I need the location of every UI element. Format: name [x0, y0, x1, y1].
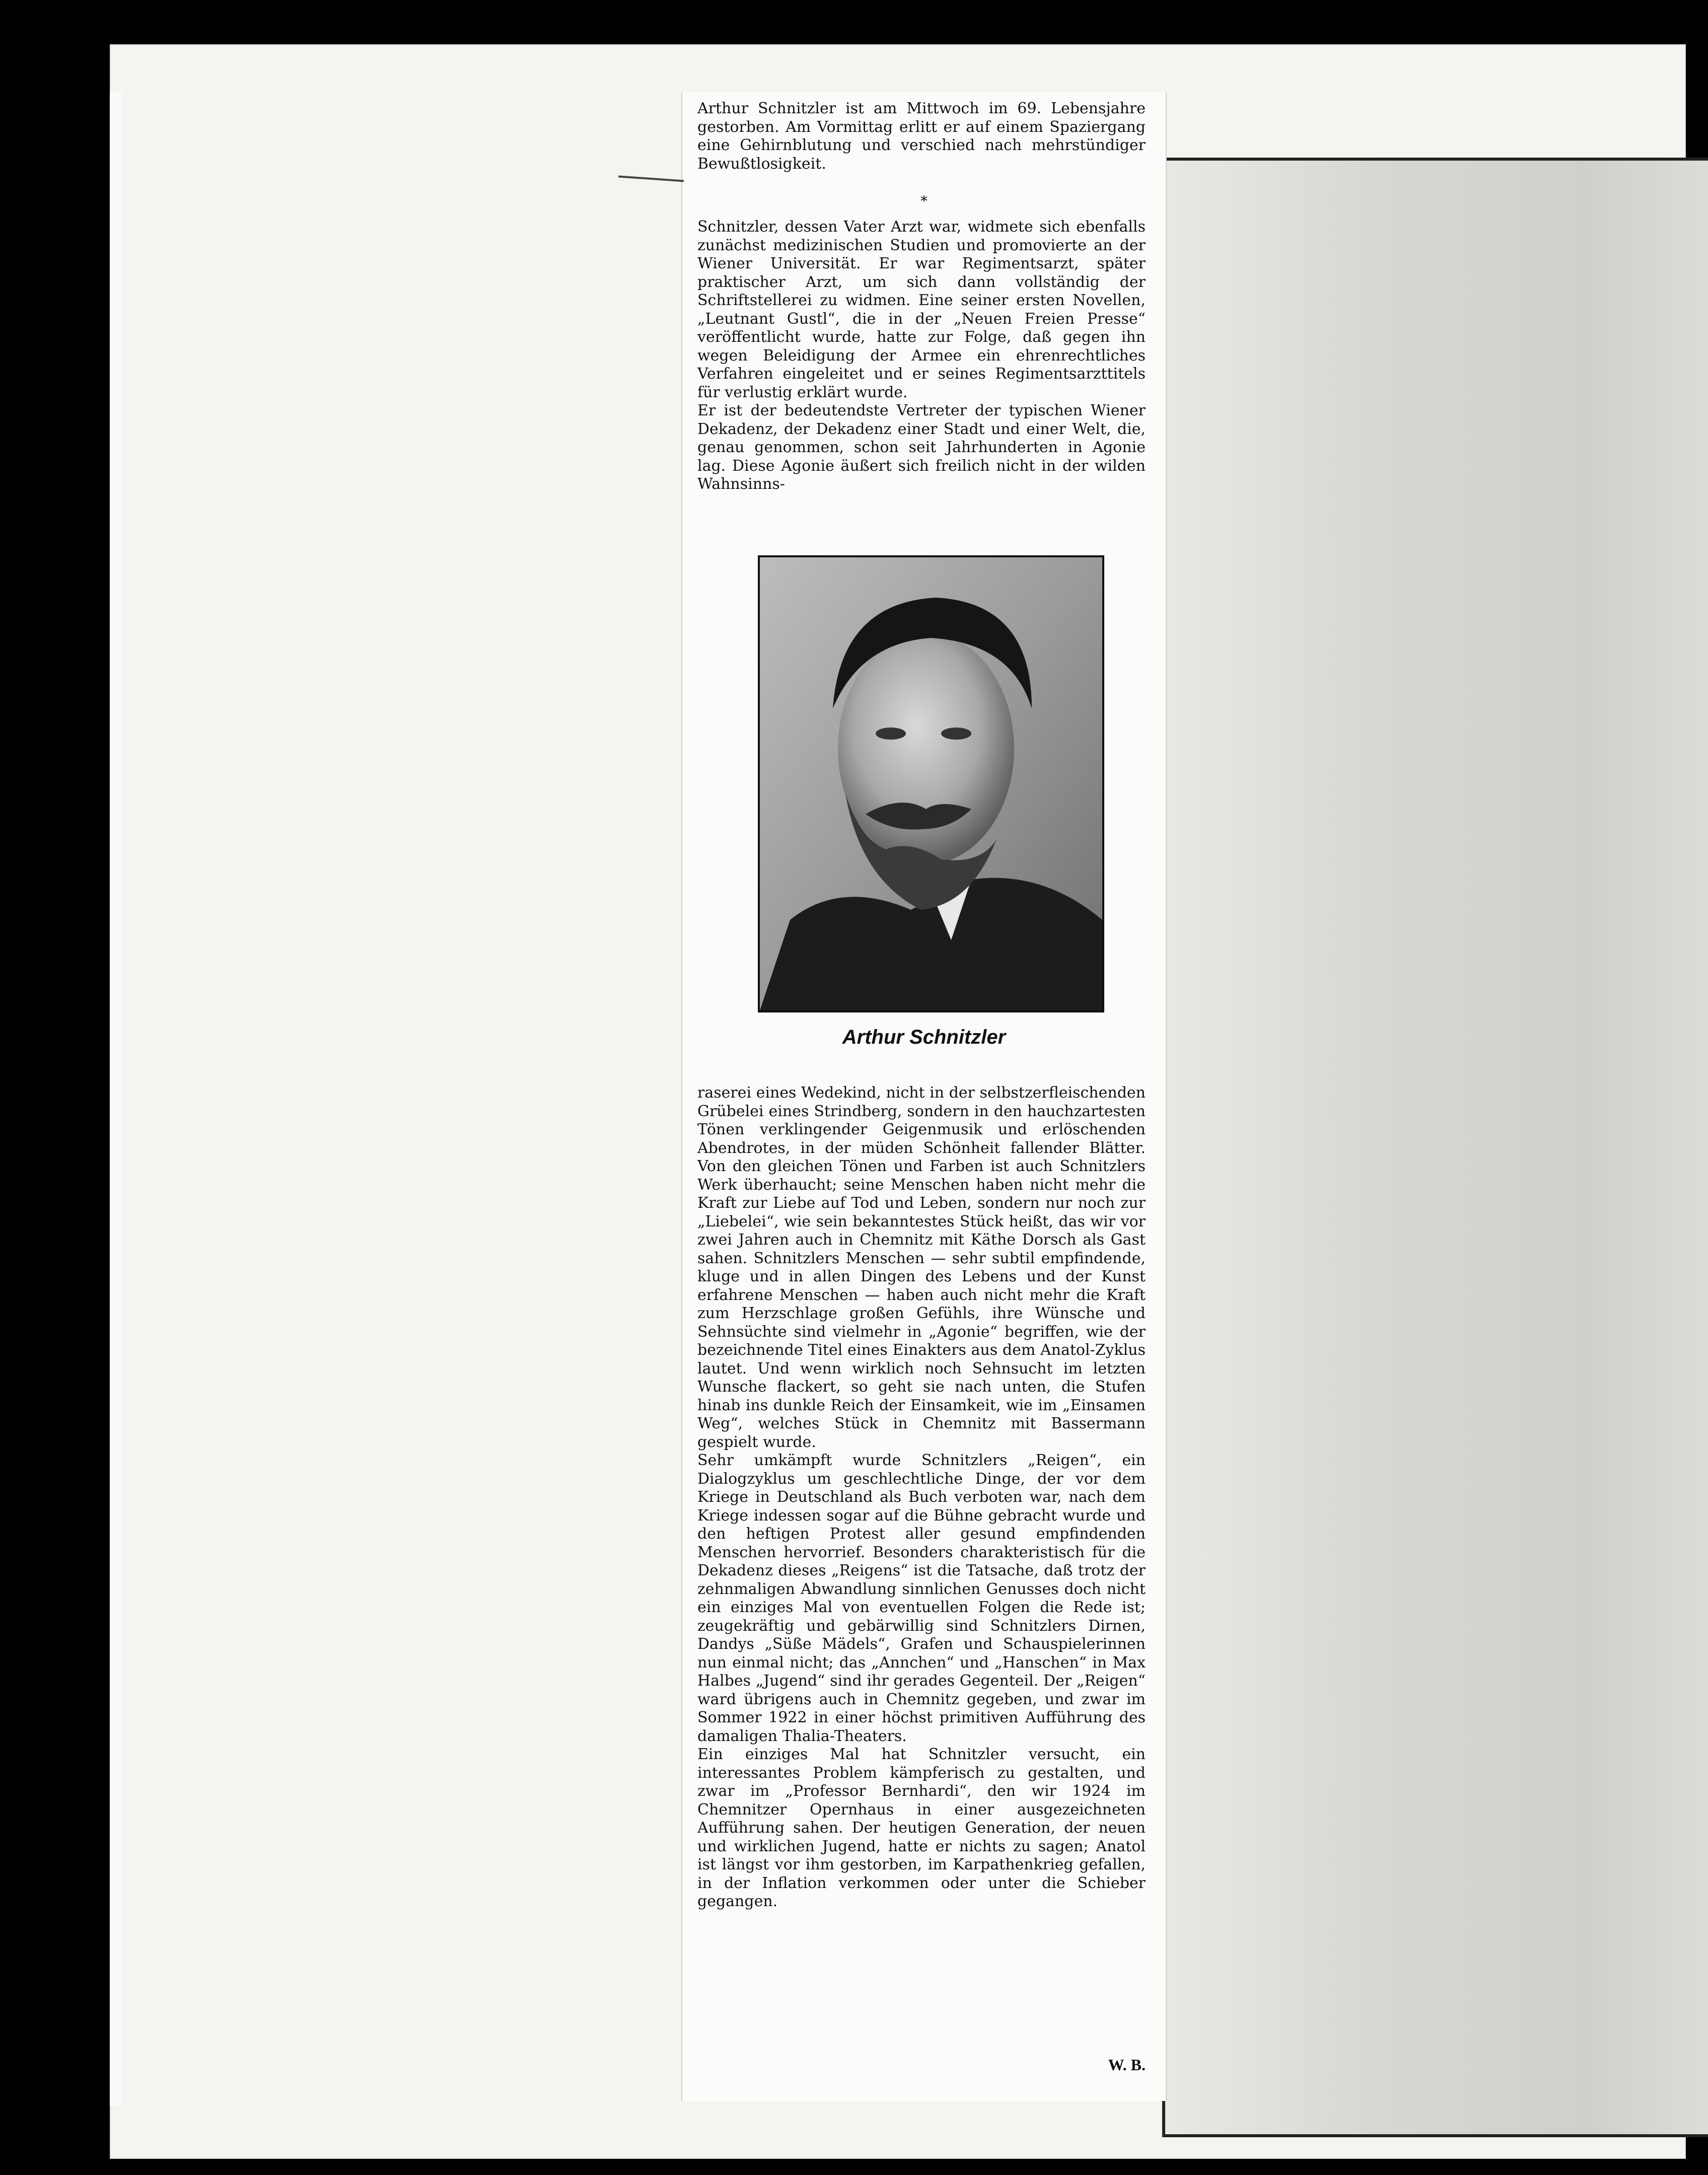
page-edge-strip [110, 92, 122, 2106]
section-separator: * [920, 193, 928, 209]
article-paragraph-1: Schnitzler, dessen Vater Arzt war, widmete sich ebenfalls zunächst medizinischen Studien und promovierte an der Wiener Universität. Er war Regimentsarzt, später praktischer Arzt, um sich dann vollständig der Schriftstellerei zu widmen. Eine seiner ersten Novellen, „Leutnant Gustl“, die in der „Neuen Freien Presse“ veröffentlicht wurde, hatte zur Folge, daß gegen ihn wegen Beleidigung der Armee ein ehrenrechtliches Verfahren eingeleitet und er seines Regimentsarzttitels für verlustig erklärt wurde. Er ist der bedeutendste Vertreter der typischen Wiener Dekadenz, der Dekadenz einer Stadt und einer Welt, die, genau genommen, schon seit Jahrhunderten in Agonie lag. Diese Agonie äußert sich freilich nicht in der wilden Wahnsinns- [697, 218, 1146, 493]
photo-caption: Arthur Schnitzler [842, 1026, 1006, 1048]
author-signature: W. B. [1108, 2056, 1146, 2074]
pen-mark [618, 175, 684, 182]
scan-page [110, 44, 1686, 2159]
newspaper-clipping [681, 92, 1167, 2101]
article-intro: Arthur Schnitzler ist am Mittwoch im 69. Lebensjahre gestorben. Am Vormittag erlitt er auf einem Spaziergang eine Gehirnblutung und verschied nach mehrstündiger Bewußtlosigkeit. [697, 100, 1146, 173]
portrait-photo [758, 555, 1104, 1012]
article-paragraph-2: raserei eines Wedekind, nicht in der selbstzerfleischenden Grübelei eines Strindberg, sondern in den hauchzartesten Tönen verklingender Geigenmusik und erlöschenden Abendrotes, in der müden Schönheit fallender Blätter. Von den gleichen Tönen und Farben ist auch Schnitzlers Werk überhaucht; seine Menschen haben nicht mehr die Kraft zur Liebe auf Tod und Leben, sondern nur noch zur „Liebelei“, wie sein bekanntestes Stück heißt, das wir vor zwei Jahren auch in Chemnitz mit Käthe Dorsch als Gast sahen. Schnitzlers Menschen — sehr subtil empfindende, kluge und in allen Dingen des Lebens und der Kunst erfahrene Menschen — haben auch nicht mehr die Kraft zum Herzschlage großen Gefühls, ihre Wünsche und Sehnsüchte sind vielmehr in „Agonie“ begriffen, wie der bezeichnende Titel eines Einakters aus dem Anatol-Zyklus lautet. Und wenn wirklich noch Sehnsucht im letzten Wunsche flackert, so geht sie nach unten, die Stufen hinab ins dunkle Reich der Einsamkeit, wie im „Einsamen Weg“, welches Stück in Chemnitz mit Bassermann gespielt wurde. Sehr umkämpft wurde Schnitzlers „Reigen“, ein Dialogzyklus um geschlechtliche Dinge, der vor dem Kriege in Deutschland als Buch verboten war, nach dem Kriege indessen sogar auf die Bühne gebracht wurde und den heftigen Protest aller gesund empfindenden Menschen hervorrief. Besonders charakteristisch für die Dekadenz dieses „Reigens“ ist die Tatsache, daß trotz der zehnmaligen Abwandlung sinnlichen Genusses doch nicht ein einziges Mal von eventuellen Folgen die Rede ist; zeugekräftig und gebärwillig sind Schnitzlers Dirnen, Dandys „Süße Mädels“, Grafen und Schauspielerinnen nun einmal nicht; das „Annchen“ und „Hanschen“ in Max Halbes „Jugend“ sind ihr gerades Gegenteil. Der „Reigen“ ward übrigens auch in Chemnitz gegeben, und zwar im Sommer 1922 in einer höchst primitiven Aufführung des damaligen Thalia-Theaters. Ein einziges Mal hat Schnitzler versucht, ein interessantes Problem kämpferisch zu gestalten, und zwar im „Professor Bernhardi“, den wir 1924 im Chemnitzer Opernhaus in einer ausgezeichneten Aufführung sahen. Der heutigen Generation, der neuen und wirklichen Jugend, hatte er nichts zu sagen; Anatol ist längst vor ihm gestorben, im Karpathenkrieg gefallen, in der Inflation verkommen oder unter die Schieber gegangen. [697, 1084, 1146, 1910]
portrait-image [760, 557, 1102, 1010]
backing-page [1162, 158, 1708, 2137]
